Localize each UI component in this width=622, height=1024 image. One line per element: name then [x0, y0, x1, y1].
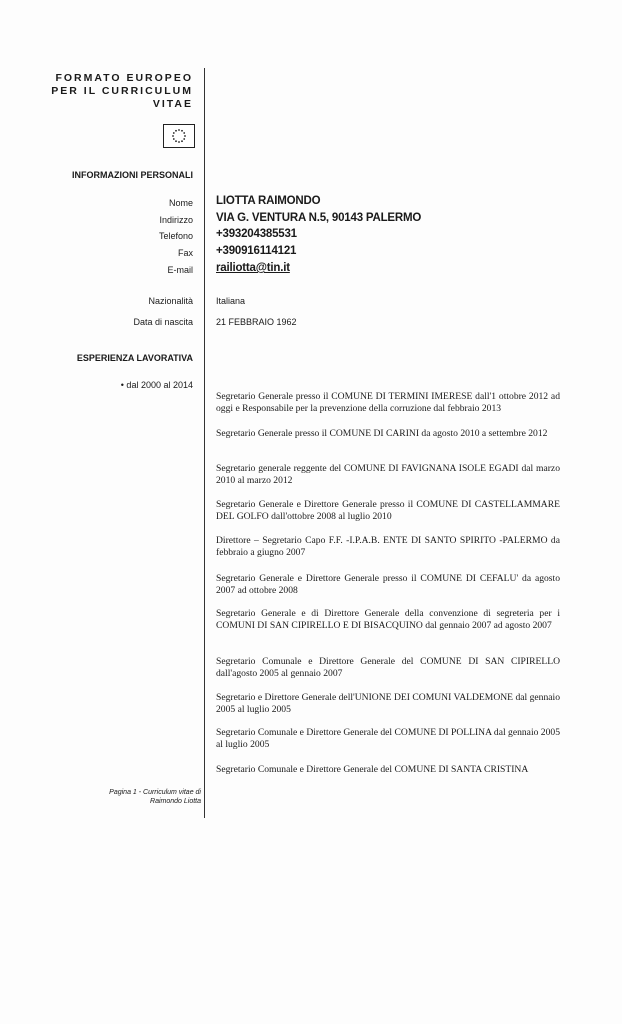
- address-label: Indirizzo: [159, 215, 193, 225]
- title-line-3: VITAE: [152, 98, 193, 110]
- email-link[interactable]: railiotta@tin.it: [216, 262, 290, 274]
- title-line-1: FORMATO EUROPEO: [55, 72, 193, 84]
- experience-entry: Segretario Generale presso il COMUNE DI CARINI da agosto 2010 a settembre 2012: [216, 428, 548, 439]
- nationality-label: Nazionalità: [148, 296, 193, 306]
- experience-entry: Segretario Generale e Direttore Generale presso il COMUNE DI CEFALU' da agosto 2007 ad ottobre 2008: [216, 573, 560, 596]
- experience-entry: Direttore – Segretario Capo F.F. -I.P.A.B. ENTE DI SANTO SPIRITO -PALERMO da febbraio a giugno 2007: [216, 535, 560, 558]
- eu-flag-icon: [163, 124, 195, 148]
- footer-line-1: Pagina 1 - Curriculum vitae di: [109, 789, 201, 796]
- experience-entry: Segretario e Direttore Generale dell'UNIONE DEI COMUNI VALDEMONE dal gennaio 2005 al luglio 2005: [216, 692, 560, 715]
- name-value: LIOTTA RAIMONDO: [216, 195, 321, 207]
- experience-entry: Segretario Generale e di Direttore Generale della convenzione di segreteria per i COMUNI DI SAN CIPIRELLO E DI BISACQUINO dal gennaio 2007 ad agosto 2007: [216, 608, 560, 631]
- personal-info-heading: INFORMAZIONI PERSONALI: [72, 170, 193, 180]
- experience-entry: Segretario generale reggente del COMUNE DI FAVIGNANA ISOLE EGADI dal marzo 2010 al marzo 2012: [216, 463, 560, 486]
- experience-entry: Segretario Comunale e Direttore Generale del COMUNE DI SAN CIPIRELLO dall'agosto 2005 al gennaio 2007: [216, 656, 560, 679]
- experience-entry: Segretario Comunale e Direttore Generale del COMUNE DI SANTA CRISTINA: [216, 764, 529, 775]
- experience-entry: Segretario Generale presso il COMUNE DI TERMINI IMERESE dall'1 ottobre 2012 ad oggi e Responsabile per la prevenzione della corruzione dal febbraio 2013: [216, 391, 560, 414]
- fax-value: +390916114121: [216, 245, 297, 257]
- page-footer: [70, 788, 201, 806]
- nationality-value: Italiana: [216, 296, 246, 306]
- column-divider: [204, 68, 205, 818]
- email-label: E-mail: [167, 265, 193, 275]
- fax-label: Fax: [177, 248, 193, 258]
- experience-period: • dal 2000 al 2014: [120, 380, 193, 390]
- work-experience-heading: ESPERIENZA LAVORATIVA: [76, 353, 193, 363]
- birth-date-value: 21 FEBBRAIO 1962: [216, 317, 297, 327]
- address-value: VIA G. VENTURA N.5, 90143 PALERMO: [216, 212, 422, 224]
- birth-date-label: Data di nascita: [133, 317, 193, 327]
- document-title: [50, 72, 193, 111]
- phone-label: Telefono: [158, 231, 193, 241]
- footer-line-2: Raimondo Liotta: [150, 798, 201, 805]
- experience-entry: Segretario Generale e Direttore Generale presso il COMUNE DI CASTELLAMMARE DEL GOLFO dall'ottobre 2008 al luglio 2010: [216, 499, 560, 522]
- name-label: Nome: [168, 198, 193, 208]
- experience-entry: Segretario Comunale e Direttore Generale del COMUNE DI POLLINA dal gennaio 2005 al luglio 2005: [216, 727, 560, 750]
- phone-value: +393204385531: [216, 228, 297, 240]
- title-line-2: PER IL CURRICULUM: [51, 85, 193, 97]
